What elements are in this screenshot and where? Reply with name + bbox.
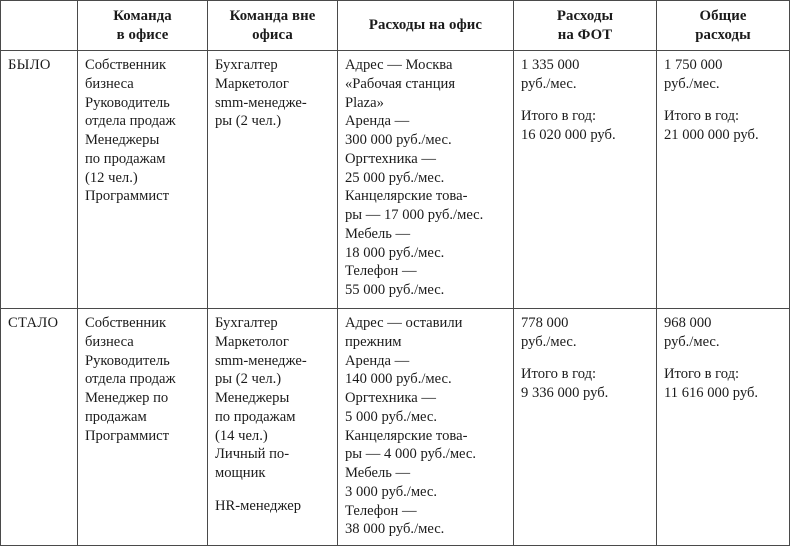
line-list: [85, 56, 200, 206]
header-line: на ФОТ: [557, 26, 613, 43]
line-list: [345, 56, 506, 300]
text-line: 11 616 000 руб.: [664, 385, 759, 402]
text-line: продажам: [85, 408, 147, 425]
text-line: мощник: [215, 465, 266, 481]
cell-office-costs-after: [338, 309, 514, 546]
cell-team-out-office-after: [208, 309, 338, 546]
text-line: отдела продаж: [85, 113, 176, 130]
text-line: «Рабочая станция: [345, 75, 456, 92]
table-body: [1, 51, 790, 546]
text-line: 1 750 000: [664, 57, 723, 73]
line-list: [215, 56, 330, 131]
table-header-row: [1, 1, 790, 51]
cell-total-costs-after: [657, 309, 790, 546]
text-line: руб./мес.: [664, 75, 720, 92]
text-line: ры — 4 000 руб./мес.: [345, 446, 477, 463]
text-line: 1 335 000: [521, 57, 580, 73]
text-line: 21 000 000 руб.: [664, 127, 759, 144]
text-line: Программист: [85, 427, 170, 444]
text-line: 25 000 руб./мес.: [345, 169, 445, 186]
line-spacer: [215, 483, 330, 497]
header-line: Команда вне: [229, 8, 316, 25]
header-line: Расходы: [556, 8, 614, 25]
header-line: Команда: [113, 8, 172, 25]
table-row: [1, 51, 790, 309]
text-line: 18 000 руб./мес.: [345, 244, 445, 261]
cell-team-out-office-before: [208, 51, 338, 309]
column-header-total-costs: [657, 1, 790, 51]
text-line: 55 000 руб./мес.: [345, 282, 445, 298]
cell-payroll-costs-before: [514, 51, 657, 309]
text-line: руб./мес.: [664, 333, 720, 350]
text-line: 16 020 000 руб.: [521, 127, 616, 144]
line-spacer: [521, 94, 649, 108]
cell-office-costs-before: [338, 51, 514, 309]
text-line: 140 000 руб./мес.: [345, 371, 452, 388]
text-line: Канцелярские това-: [345, 427, 468, 444]
column-header-payroll-costs: [514, 1, 657, 51]
text-line: Маркетолог: [215, 333, 289, 350]
text-line: smm-менедже-: [215, 94, 307, 111]
text-line: Собственник: [85, 57, 167, 73]
line-list: [215, 314, 330, 515]
text-line: Оргтехника —: [345, 150, 436, 167]
text-line: (12 чел.): [85, 169, 138, 186]
line-list: [521, 56, 649, 145]
text-line: 300 000 руб./мес.: [345, 132, 452, 148]
text-line: Канцелярские това-: [345, 188, 468, 205]
text-line: Аренда —: [345, 352, 410, 369]
text-line: ры (2 чел.): [215, 371, 282, 388]
text-line: 3 000 руб./мес.: [345, 483, 438, 500]
table-row: [1, 309, 790, 546]
cell-team-in-office-before: [78, 51, 208, 309]
text-line: 38 000 руб./мес.: [345, 521, 445, 538]
line-list: [664, 56, 782, 145]
text-line: Программист: [85, 188, 170, 205]
text-line: smm-менедже-: [215, 352, 307, 369]
text-line: по продажам: [85, 150, 166, 167]
text-line: 9 336 000 руб.: [521, 385, 609, 402]
text-line: 778 000: [521, 315, 569, 331]
text-line: Маркетолог: [215, 75, 289, 92]
column-header-office-costs: Расходы на офис: [338, 1, 514, 51]
text-line: отдела продаж: [85, 371, 176, 388]
text-line: Plaza»: [345, 94, 384, 111]
line-list: [521, 314, 649, 403]
text-line: бизнеса: [85, 75, 134, 92]
text-line: Итого в год:: [521, 108, 597, 125]
column-header-team-out-office: [208, 1, 338, 51]
text-line: HR-менеджер: [215, 497, 302, 514]
line-spacer: [664, 352, 782, 366]
text-line: Бухгалтер: [215, 57, 278, 73]
text-line: ры (2 чел.): [215, 113, 282, 130]
header-line: офиса: [252, 26, 293, 43]
text-line: 968 000: [664, 315, 712, 331]
text-line: руб./мес.: [521, 75, 577, 92]
line-spacer: [664, 94, 782, 108]
column-header-blank: [1, 1, 78, 51]
text-line: Итого в год:: [521, 366, 597, 383]
cell-team-in-office-after: [78, 309, 208, 546]
text-line: Руководитель: [85, 94, 170, 111]
text-line: Менеджер по: [85, 390, 169, 406]
text-line: Аренда —: [345, 113, 410, 130]
text-line: Личный по-: [215, 446, 290, 463]
line-list: [85, 314, 200, 445]
text-line: Телефон —: [345, 263, 417, 280]
cell-total-costs-before: [657, 51, 790, 309]
text-line: Мебель —: [345, 225, 411, 242]
text-line: 5 000 руб./мес.: [345, 408, 438, 425]
text-line: Итого в год:: [664, 108, 740, 125]
line-list: [664, 314, 782, 403]
text-line: Мебель —: [345, 465, 411, 481]
text-line: прежним: [345, 333, 402, 350]
text-line: Собственник: [85, 315, 167, 331]
header-line: расходы: [695, 26, 751, 43]
text-line: по продажам: [215, 408, 296, 425]
line-spacer: [521, 352, 649, 366]
text-line: руб./мес.: [521, 333, 577, 350]
row-label-after: СТАЛО: [1, 309, 78, 546]
text-line: Оргтехника —: [345, 390, 436, 406]
text-line: Менеджеры: [215, 390, 290, 406]
text-line: Итого в год:: [664, 366, 740, 383]
header-line: в офисе: [116, 26, 169, 43]
cell-payroll-costs-after: [514, 309, 657, 546]
header-line: Общие: [699, 8, 747, 25]
line-list: [345, 314, 506, 539]
text-line: бизнеса: [85, 333, 134, 350]
text-line: Адрес — оставили: [345, 315, 463, 331]
text-line: Бухгалтер: [215, 315, 278, 331]
row-label-before: БЫЛО: [1, 51, 78, 309]
text-line: Руководитель: [85, 352, 170, 369]
text-line: Телефон —: [345, 502, 417, 519]
text-line: Адрес — Москва: [345, 57, 453, 73]
text-line: Менеджеры: [85, 132, 160, 148]
text-line: ры — 17 000 руб./мес.: [345, 207, 484, 223]
text-line: (14 чел.): [215, 427, 268, 444]
column-header-team-in-office: [78, 1, 208, 51]
table-header: [1, 1, 790, 51]
